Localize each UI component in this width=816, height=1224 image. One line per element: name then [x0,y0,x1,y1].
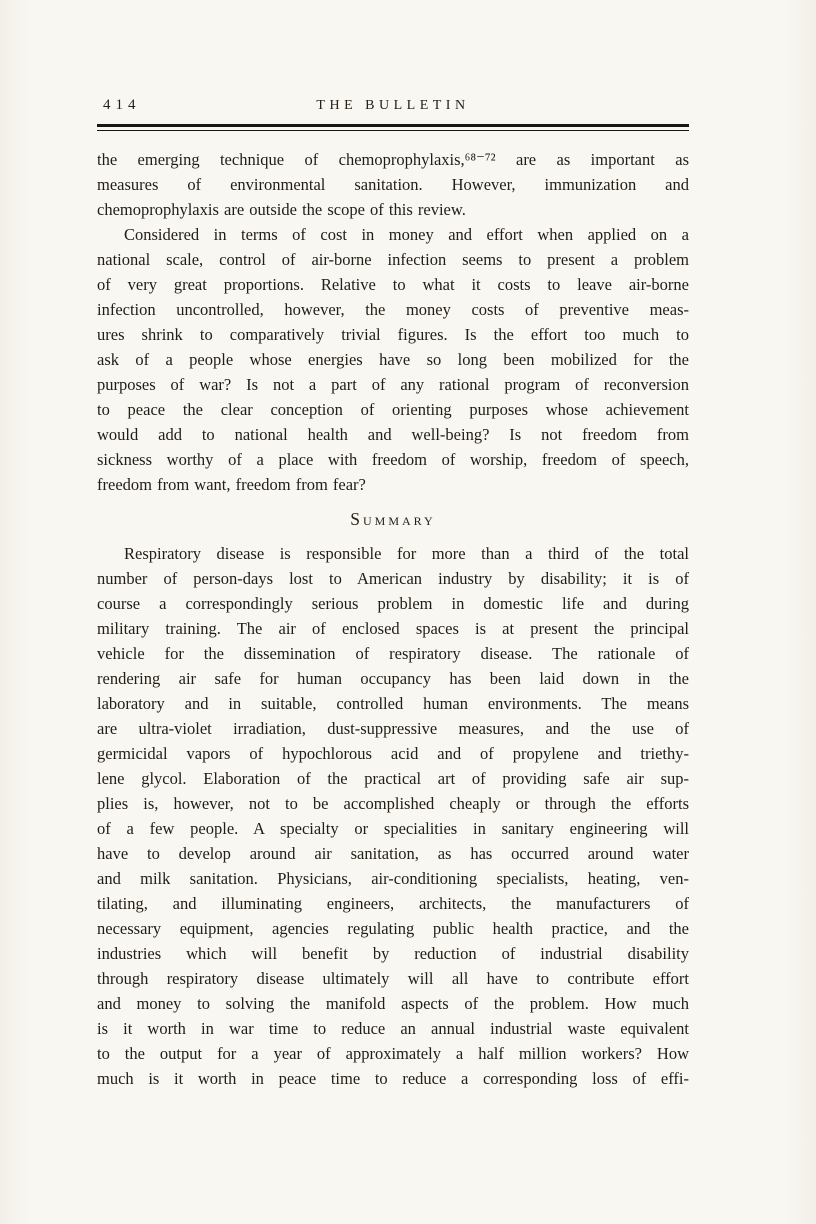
text-block [97,97,689,1091]
text-line: necessary equipment, agencies regulating public health practice, and the [97,919,689,938]
text-line: would add to national health and well-being? Is not freedom from [97,425,689,444]
text-line: vehicle for the dissemination of respiratory disease. The rationale of [97,644,689,663]
text-line: of a few people. A specialty or specialities in sanitary engineering will [97,819,689,838]
text-line: military training. The air of enclosed spaces is at present the principal [97,619,689,638]
text-line: have to develop around air sanitation, as has occurred around water [97,844,689,863]
paragraph [97,541,689,1091]
text-line: to peace the clear conception of orienting purposes whose achievement [97,400,689,419]
text-line: tilating, and illuminating engineers, architects, the manufacturers of [97,894,689,913]
paragraph [97,222,689,497]
text-line: Respiratory disease is responsible for more than a third of the total [124,544,689,563]
section-heading: Summary [350,509,436,529]
text-line: freedom from want, freedom from fear? [97,475,366,494]
text-line: infection uncontrolled, however, the money costs of preventive meas- [97,300,689,319]
text-line: industries which will benefit by reduction of industrial disability [97,944,689,963]
text-line: and milk sanitation. Physicians, air-conditioning specialists, heating, ven- [97,869,689,888]
text-line: number of person-days lost to American industry by disability; it is of [97,569,689,588]
text-line: and money to solving the manifold aspects of the problem. How much [97,994,689,1013]
text-line: laboratory and in suitable, controlled human environments. The means [97,694,689,713]
body-sections [97,147,689,1091]
text-line: Considered in terms of cost in money and effort when applied on a [124,225,689,244]
text-line: measures of environmental sanitation. However, immunization and [97,175,689,194]
text-line: plies is, however, not to be accomplished cheaply or through the efforts [97,794,689,813]
text-line: germicidal vapors of hypochlorous acid and of propylene and triethy- [97,744,689,763]
text-line: sickness worthy of a place with freedom of worship, freedom of speech, [97,450,689,469]
text-line: is it worth in war time to reduce an annual industrial waste equivalent [97,1019,689,1038]
text-line: much is it worth in peace time to reduce a corresponding loss of effi- [97,1069,689,1088]
text-line: ask of a people whose energies have so long been mobilized for the [97,350,689,369]
text-line: through respiratory disease ultimately will all have to contribute effort [97,969,689,988]
page-number: 414 [103,97,141,113]
text-line: course a correspondingly serious problem in domestic life and during [97,594,689,613]
text-line: ures shrink to comparatively trivial figures. Is the effort too much to [97,325,689,344]
text-line: are ultra-violet irradiation, dust-suppressive measures, and the use of [97,719,689,738]
journal-title: THE BULLETIN [316,98,470,113]
text-line: chemoprophylaxis are outside the scope of this review. [97,200,466,219]
text-line: to the output for a year of approximately a half million workers? How [97,1044,689,1063]
header-double-rule [97,124,689,131]
text-line: of very great proportions. Relative to what it costs to leave air-borne [97,275,689,294]
text-line: lene glycol. Elaboration of the practical art of providing safe air sup- [97,769,689,788]
text-line: rendering air safe for human occupancy has been laid down in the [97,669,689,688]
text-line: national scale, control of air-borne infection seems to present a problem [97,250,689,269]
text-line: purposes of war? Is not a part of any rational program of reconversion [97,375,689,394]
text-line: the emerging technique of chemoprophylaxis,⁶⁸⁻⁷² are as important as [97,150,689,169]
paragraph [97,147,689,222]
page-header [97,97,689,117]
